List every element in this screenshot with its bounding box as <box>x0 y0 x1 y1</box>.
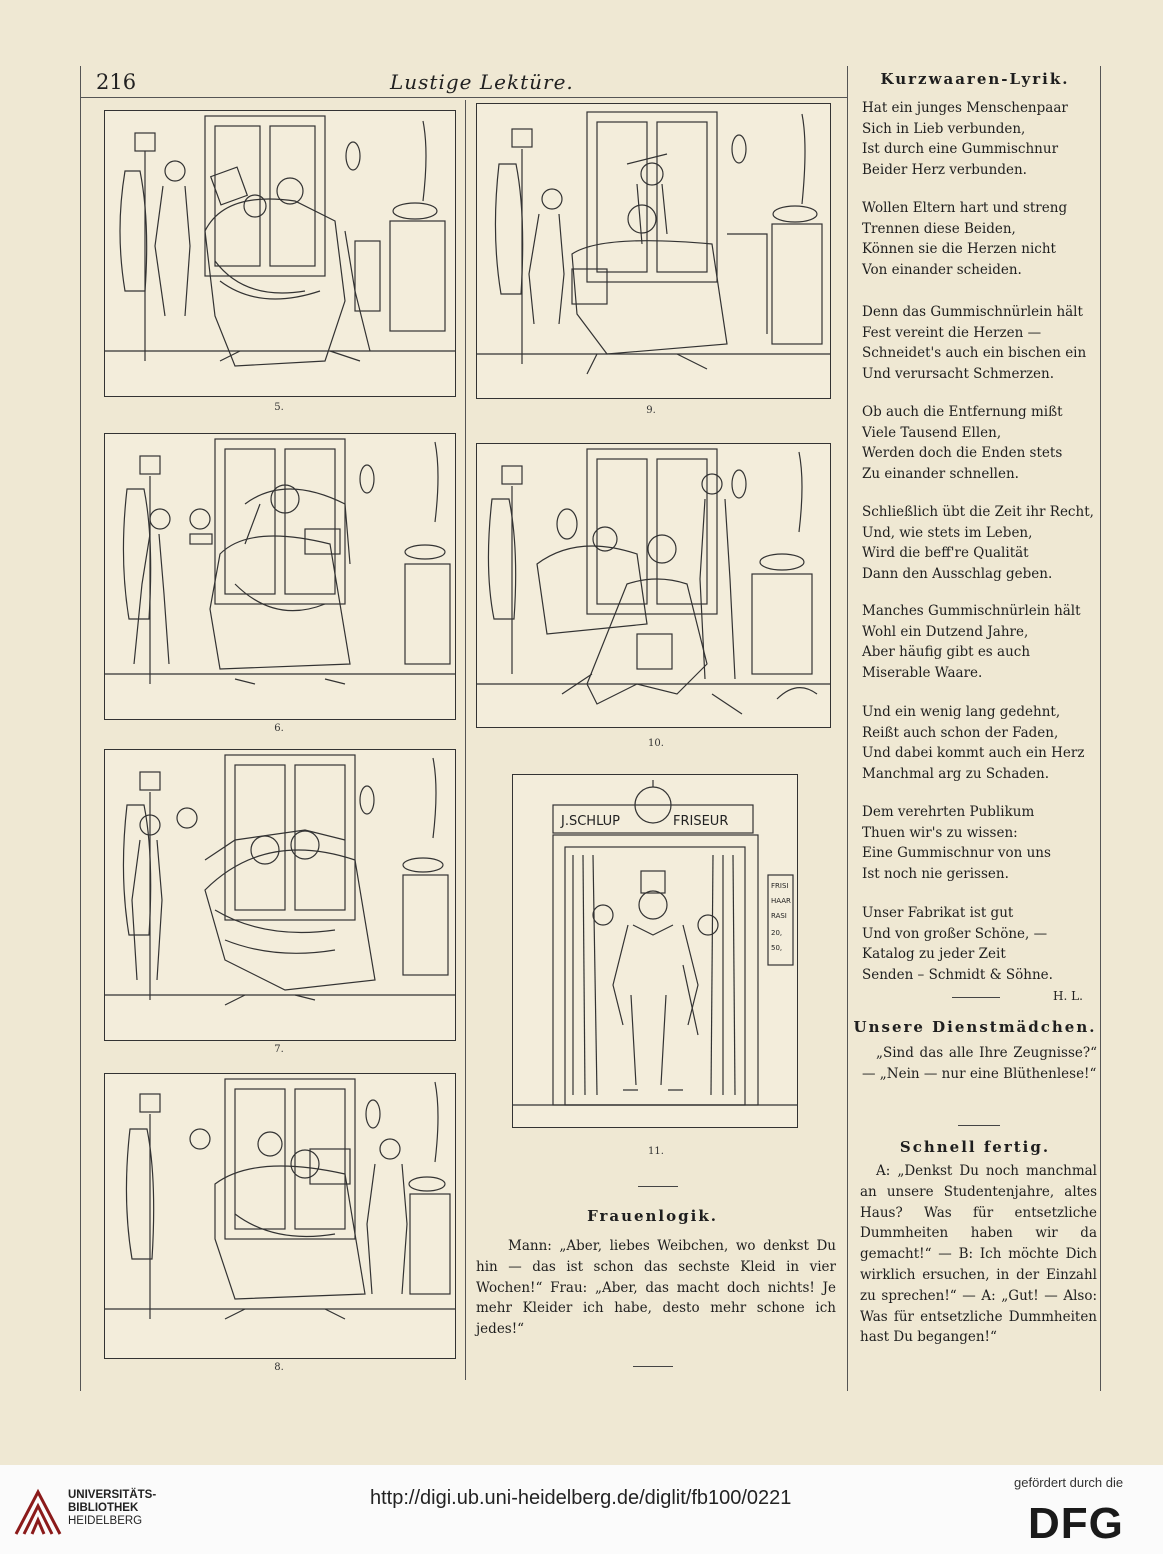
poem-line: Denn das Gummischnürlein hält <box>862 304 1083 320</box>
poem-line: Ob auch die Entfernung mißt <box>862 404 1063 420</box>
library-name-line-2: BIBLIOTHEK <box>68 1502 139 1514</box>
poem-line: Und ein wenig lang gedehnt, <box>862 704 1061 720</box>
panel-caption-7: 7. <box>274 1044 284 1055</box>
poem-line: Manchmal arg zu Schaden. <box>862 765 1049 782</box>
poem-line: Wohl ein Dutzend Jahre, <box>862 623 1029 640</box>
poem-line: Und, wie stets im Leben, <box>862 524 1033 541</box>
poem-line: Schließlich übt die Zeit ihr Recht, <box>862 504 1094 520</box>
shop-board-line-4: 20, <box>771 929 783 937</box>
barber-scene-illustration <box>105 750 455 1040</box>
poem-stanza-5 <box>862 502 1097 584</box>
poem-stanza-4 <box>862 402 1097 484</box>
poem-line: Viele Tausend Ellen, <box>862 424 1002 441</box>
poem-line: Katalog zu jeder Zeit <box>862 946 1006 963</box>
shop-board-line-2: HAAR <box>771 897 791 905</box>
poem-stanza-3 <box>862 302 1097 384</box>
column-rule-2 <box>847 66 848 1391</box>
poem-line: Beider Herz verbunden. <box>862 161 1027 178</box>
poem-stanza-6 <box>862 601 1097 683</box>
poem-line: Miserable Waare. <box>862 664 983 681</box>
barber-scene-illustration <box>105 1074 455 1358</box>
poem-title-kurzwaaren-lyrik: Kurzwaaren-Lyrik. <box>880 70 1070 88</box>
digitization-footer <box>0 1465 1163 1554</box>
poem-line: Manches Gummischnürlein hält <box>862 603 1081 619</box>
column-rule-1 <box>465 100 466 1380</box>
article-text-frauenlogik: Mann: „Aber, liebes Weibchen, wo denkst Du hin — das ist schon das sechste Kleid in vier Wochen!“ Frau: „Aber, das macht doch nichts! Je mehr Kleider ich habe, desto mehr schone ich jedes!“ <box>476 1238 836 1338</box>
poem-line: Ist durch eine Gummischnur <box>862 141 1059 158</box>
panel-caption-10: 10. <box>648 738 664 749</box>
cartoon-panel-9 <box>476 103 831 399</box>
poem-line: Trennen diese Beiden, <box>862 220 1016 237</box>
poem-stanza-7 <box>862 702 1097 784</box>
barber-scene-illustration <box>477 444 830 727</box>
article-title-dienstmaedchen: Unsere Dienstmädchen. <box>853 1018 1097 1036</box>
poem-line: Wird die beff're Qualität <box>862 545 1029 562</box>
cartoon-panel-6 <box>104 433 456 720</box>
poem-stanza-1 <box>862 98 1097 180</box>
header-rule <box>80 97 847 98</box>
poem-line: Fest vereint die Herzen — <box>862 324 1042 341</box>
poem-line: Können sie die Herzen nicht <box>862 241 1056 258</box>
separator-rule <box>952 997 1000 998</box>
barber-scene-illustration <box>105 434 455 719</box>
poem-stanza-8 <box>862 802 1097 884</box>
permalink-url[interactable]: http://digi.ub.uni-heidelberg.de/diglit/fb100/0221 <box>370 1487 792 1509</box>
poem-line: Ist noch nie gerissen. <box>862 865 1009 882</box>
poem-line: Und dabei kommt auch ein Herz <box>862 745 1085 762</box>
poem-line: Reißt auch schon der Faden, <box>862 724 1059 741</box>
separator-rule <box>958 1125 1000 1126</box>
article-text-schnell-fertig: A: „Denkst Du noch manchmal an unsere Studentenjahre, altes Haus? Was für entsetzliche Dummheiten haben wir da gemacht!“ — B: Ich möchte Dich wirklich ersuchen, in der Einzahl zu sprechen!“ — A: „Gut! — Also: Was für entsetzliche Dummheiten hast Du begangen!“ <box>860 1163 1097 1346</box>
poem-line: Und verursacht Schmerzen. <box>862 365 1055 382</box>
poem-line: Senden – Schmidt & Söhne. <box>862 966 1053 983</box>
barber-shop-entrance-illustration <box>513 775 797 1127</box>
poem-stanza-2 <box>862 198 1097 280</box>
panel-caption-9: 9. <box>646 405 656 416</box>
cartoon-panel-7 <box>104 749 456 1041</box>
poem-line: Und von großer Schöne, — <box>862 925 1048 942</box>
funded-by-label: gefördert durch die <box>1014 1475 1124 1490</box>
poem-line: Hat ein junges Menschenpaar <box>862 100 1068 116</box>
shop-board-line-1: FRISI <box>771 882 789 890</box>
poem-line: Schneidet's auch ein bischen ein <box>862 345 1087 362</box>
poem-line: Dann den Ausschlag geben. <box>862 565 1053 582</box>
separator-rule <box>638 1186 678 1187</box>
shop-board-line-3: RASI <box>771 912 787 920</box>
shop-sign-left: J.SCHLUP <box>561 814 621 829</box>
poem-line: Thuen wir's zu wissen: <box>862 824 1018 841</box>
cartoon-panel-8 <box>104 1073 456 1359</box>
panel-caption-11: 11. <box>648 1146 664 1157</box>
poem-line: Dem verehrten Publikum <box>862 804 1035 820</box>
university-library-logo-icon <box>10 1482 66 1540</box>
poem-signature: H. L. <box>1053 989 1083 1003</box>
panel-caption-6: 6. <box>274 723 284 734</box>
cartoon-panel-10 <box>476 443 831 728</box>
right-margin-rule <box>1100 66 1101 1391</box>
poem-line: Wollen Eltern hart und streng <box>862 200 1068 216</box>
running-title: Lustige Lektüre. <box>390 70 574 94</box>
poem-line: Werden doch die Enden stets <box>862 445 1063 462</box>
article-title-schnell-fertig: Schnell fertig. <box>899 1138 1051 1156</box>
poem-line: Von einander scheiden. <box>862 261 1022 278</box>
cartoon-panel-11 <box>512 774 798 1128</box>
article-title-frauenlogik: Frauenlogik. <box>587 1207 718 1225</box>
separator-rule <box>633 1366 673 1367</box>
shop-board-line-5: 50, <box>771 944 783 952</box>
cartoon-panel-5 <box>104 110 456 397</box>
barber-scene-illustration <box>477 104 830 398</box>
left-margin-rule <box>80 66 81 1391</box>
panel-caption-8: 8. <box>274 1362 284 1373</box>
article-text-dienstmaedchen: „Sind das alle Ihre Zeugnisse?“ — „Nein — nur eine Blüthenlese!“ <box>862 1045 1097 1082</box>
poem-line: Eine Gummischnur von uns <box>862 845 1051 862</box>
library-name-line-3: HEIDELBERG <box>68 1515 143 1527</box>
shop-sign-right: FRISEUR <box>673 814 729 829</box>
panel-caption-5: 5. <box>274 402 284 413</box>
dfg-logo: DFG <box>1028 1499 1124 1548</box>
poem-line: Unser Fabrikat ist gut <box>862 905 1014 921</box>
poem-line: Sich in Lieb verbunden, <box>862 120 1026 137</box>
page-number: 216 <box>96 70 137 94</box>
library-name-line-1: UNIVERSITÄTS- <box>68 1489 157 1501</box>
poem-line: Aber häufig gibt es auch <box>862 644 1031 661</box>
barber-scene-illustration <box>105 111 455 396</box>
poem-line: Zu einander schnellen. <box>862 465 1019 482</box>
poem-stanza-9 <box>862 903 1097 985</box>
